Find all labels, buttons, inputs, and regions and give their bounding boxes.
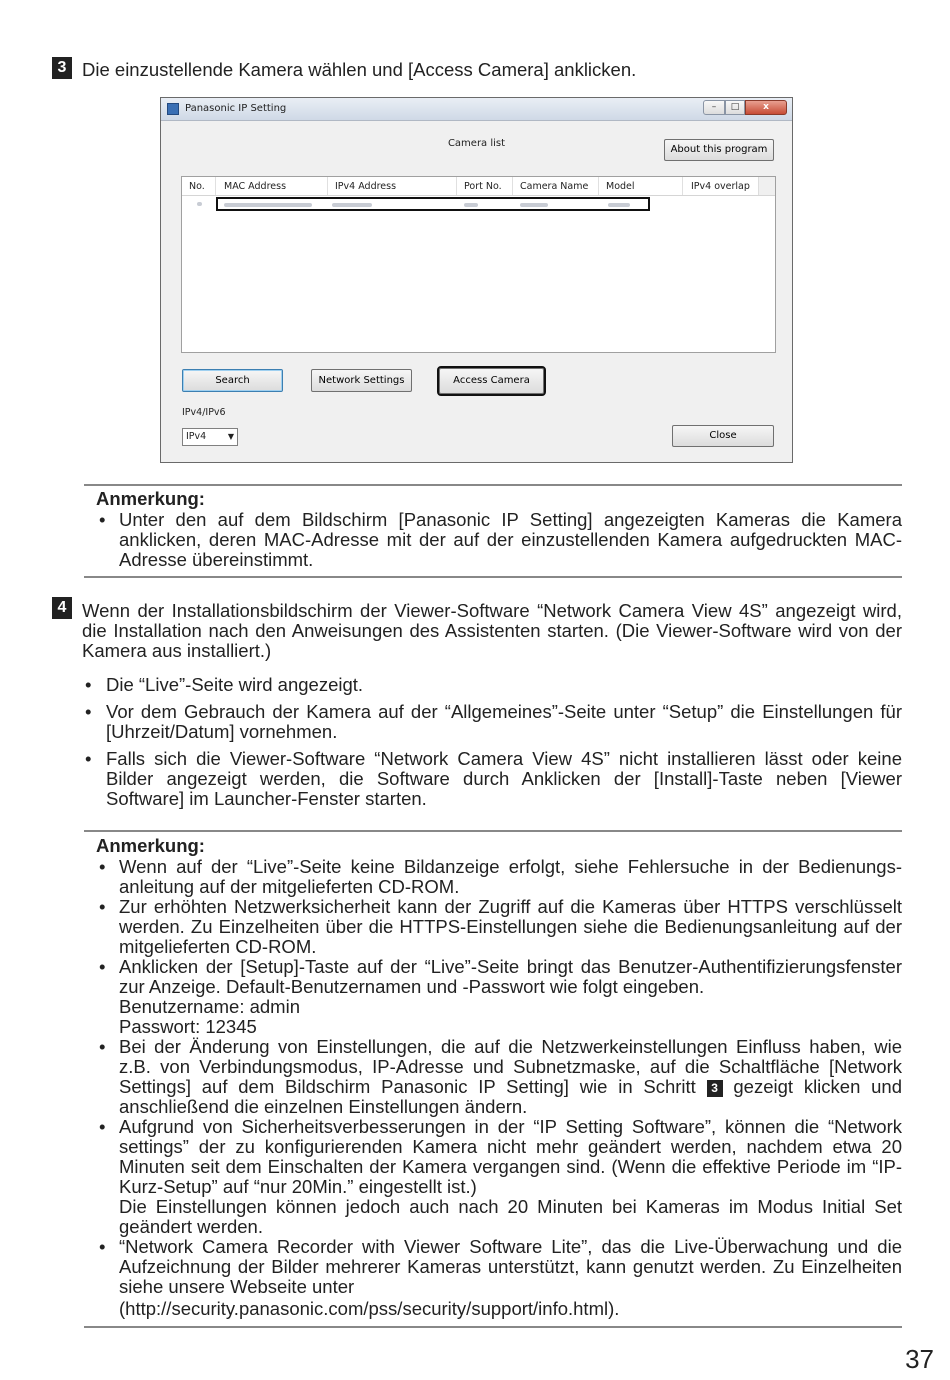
close-button[interactable]: Close	[672, 425, 774, 447]
note-2-item: • Zur erhöhten Netzwerksicherheit kann der Zugriff auf die Kameras über HTTPS verschlüsselt werden. Zu Einzelheiten über die HTTPS-Einstellungen siehe die Bedienungsanleitung auf der mitgelieferten CD-ROM.	[96, 897, 902, 957]
selected-camera-row[interactable]	[216, 197, 650, 211]
step-4-bullet: • Die “Live”-Seite wird angezeigt.	[84, 675, 902, 695]
note-1-item: • Unter den auf dem Bildschirm [Panasonic IP Setting] angezeigten Kameras die Kamera anklicken, deren MAC-Adresse mit der auf der einzustellenden Kamera aufgedruckten MAC-Adresse übereinstimmt.	[96, 510, 902, 570]
note-2-heading: Anmerkung:	[96, 835, 205, 856]
page-number: 37	[905, 1344, 934, 1374]
column-camera-name[interactable]: Camera Name	[520, 181, 589, 192]
step-reference-3: 3	[707, 1080, 723, 1097]
window-title: Panasonic IP Setting	[185, 103, 287, 114]
title-bar	[161, 98, 792, 121]
step-4-bullet: • Falls sich die Viewer-Software “Network Camera View 4S” nicht installieren lässt oder keine Bilder angezeigt werden, die Software durch Anklicken der [Install]-Taste neben [Viewer Software] im Launcher-Fenster starten.	[84, 749, 902, 809]
panasonic-ip-setting-window	[160, 97, 793, 463]
minimize-button[interactable]: –	[703, 100, 725, 115]
column-model[interactable]: Model	[606, 181, 635, 192]
note-2-item: • Bei der Änderung von Einstellungen, die auf die Netzwerkeinstellungen Einfluss haben, wie z.B. von Verbindungsmodus, IP-Adresse und Subnetzmaske, auf die Schaltfläche [Network Settings] auf dem Bildschirm Panasonic IP Setting] wie in Schritt 3 gezeigt klicken und anschließend die einzelnen Einstellungen ändern.	[96, 1037, 902, 1117]
search-button[interactable]: Search	[182, 369, 283, 392]
chevron-down-icon: ▼	[227, 432, 234, 441]
camera-list-header	[182, 177, 775, 196]
app-icon	[167, 103, 179, 115]
step-4-text: Wenn der Installationsbildschirm der Viewer-Software “Network Camera View 4S” angezeigt wird, die Installation nach den Anweisungen des Assistenten starten. (Die Viewer-Software wird von der Kamera aus installiert.)	[82, 600, 902, 661]
window-close-icon[interactable]: x	[745, 100, 787, 115]
ip-mode-label: IPv4/IPv6	[182, 407, 226, 418]
camera-list[interactable]	[181, 176, 776, 353]
note-2-item: • Aufgrund von Sicherheitsverbesserungen in der “IP Setting Software”, können die “Network settings” der zu konfigurierenden Kamera nicht mehr geändert werden, nachdem etwa 20 Minuten seit dem Einschalten der Kamera vergangen sind. (Wenn die effektive Periode im “IP-Kurz-Setup” auf “nur 20Min.” eingestellt ist.) Die Einstellungen können jedoch auch nach 20 Minuten bei Kameras im Modus Initial Set geändert werden.	[96, 1117, 902, 1237]
column-ipv4-address[interactable]: IPv4 Address	[335, 181, 397, 192]
note-1-heading: Anmerkung:	[96, 488, 205, 509]
default-password: Passwort: 12345	[119, 1016, 257, 1037]
network-settings-button[interactable]: Network Settings	[311, 369, 412, 392]
step-4-bullets	[84, 675, 902, 816]
camera-list-label: Camera list	[447, 138, 506, 149]
list-scrollbar[interactable]	[758, 177, 775, 195]
maximize-button[interactable]: □	[725, 100, 745, 115]
column-port-no[interactable]: Port No.	[464, 181, 502, 192]
note-2-item: • “Network Camera Recorder with Viewer Software Lite”, das die Live-Überwachung und die Aufzeichnung der Bilder mehrerer Kameras unterstützt, kann genutzt werden. Zu Einzelheiten siehe unsere Webseite unter (http://security.panasonic.com/pss/security/support/info.html).	[96, 1237, 902, 1319]
step-number-3: 3	[52, 57, 72, 79]
row-number-blurred	[197, 202, 202, 206]
note-1-list	[96, 510, 902, 570]
access-camera-button[interactable]: Access Camera	[439, 368, 544, 394]
note-1-top-rule	[84, 484, 902, 486]
note-2-list	[96, 857, 902, 1319]
ip-mode-value: IPv4	[186, 431, 207, 442]
note-2-item: • Anklicken der [Setup]-Taste auf der “Live”-Seite bringt das Benutzer-Authentifizierungsfenster zur Anzeige. Default-Benutzernamen und -Passwort wie folgt eingeben. Benutzername: admin Passwort: 12345	[96, 957, 902, 1037]
ip-mode-select[interactable]	[182, 428, 238, 446]
default-username: Benutzername: admin	[119, 996, 300, 1017]
note-2-item: • Wenn auf der “Live”-Seite keine Bildanzeige erfolgt, siehe Fehlersuche in der Bedienungsanleitung auf der mitgelieferten CD-ROM.	[96, 857, 902, 897]
step-number-4: 4	[52, 597, 72, 619]
note-1-bottom-rule	[84, 576, 902, 578]
column-no[interactable]: No.	[189, 181, 205, 192]
column-ipv4-overlap[interactable]: IPv4 overlap	[691, 181, 750, 192]
step-3-text: Die einzustellende Kamera wählen und [Access Camera] anklicken.	[82, 59, 637, 80]
note-2-top-rule	[84, 830, 902, 832]
about-program-button[interactable]: About this program	[664, 139, 774, 161]
note-2-bottom-rule	[84, 1326, 902, 1328]
step-4-bullet: • Vor dem Gebrauch der Kamera auf der “Allgemeines”-Seite unter “Setup” die Einstellungen für [Uhrzeit/Datum] vornehmen.	[84, 702, 902, 742]
support-url: (http://security.panasonic.com/pss/security/support/info.html).	[119, 1298, 620, 1319]
column-mac-address[interactable]: MAC Address	[224, 181, 287, 192]
